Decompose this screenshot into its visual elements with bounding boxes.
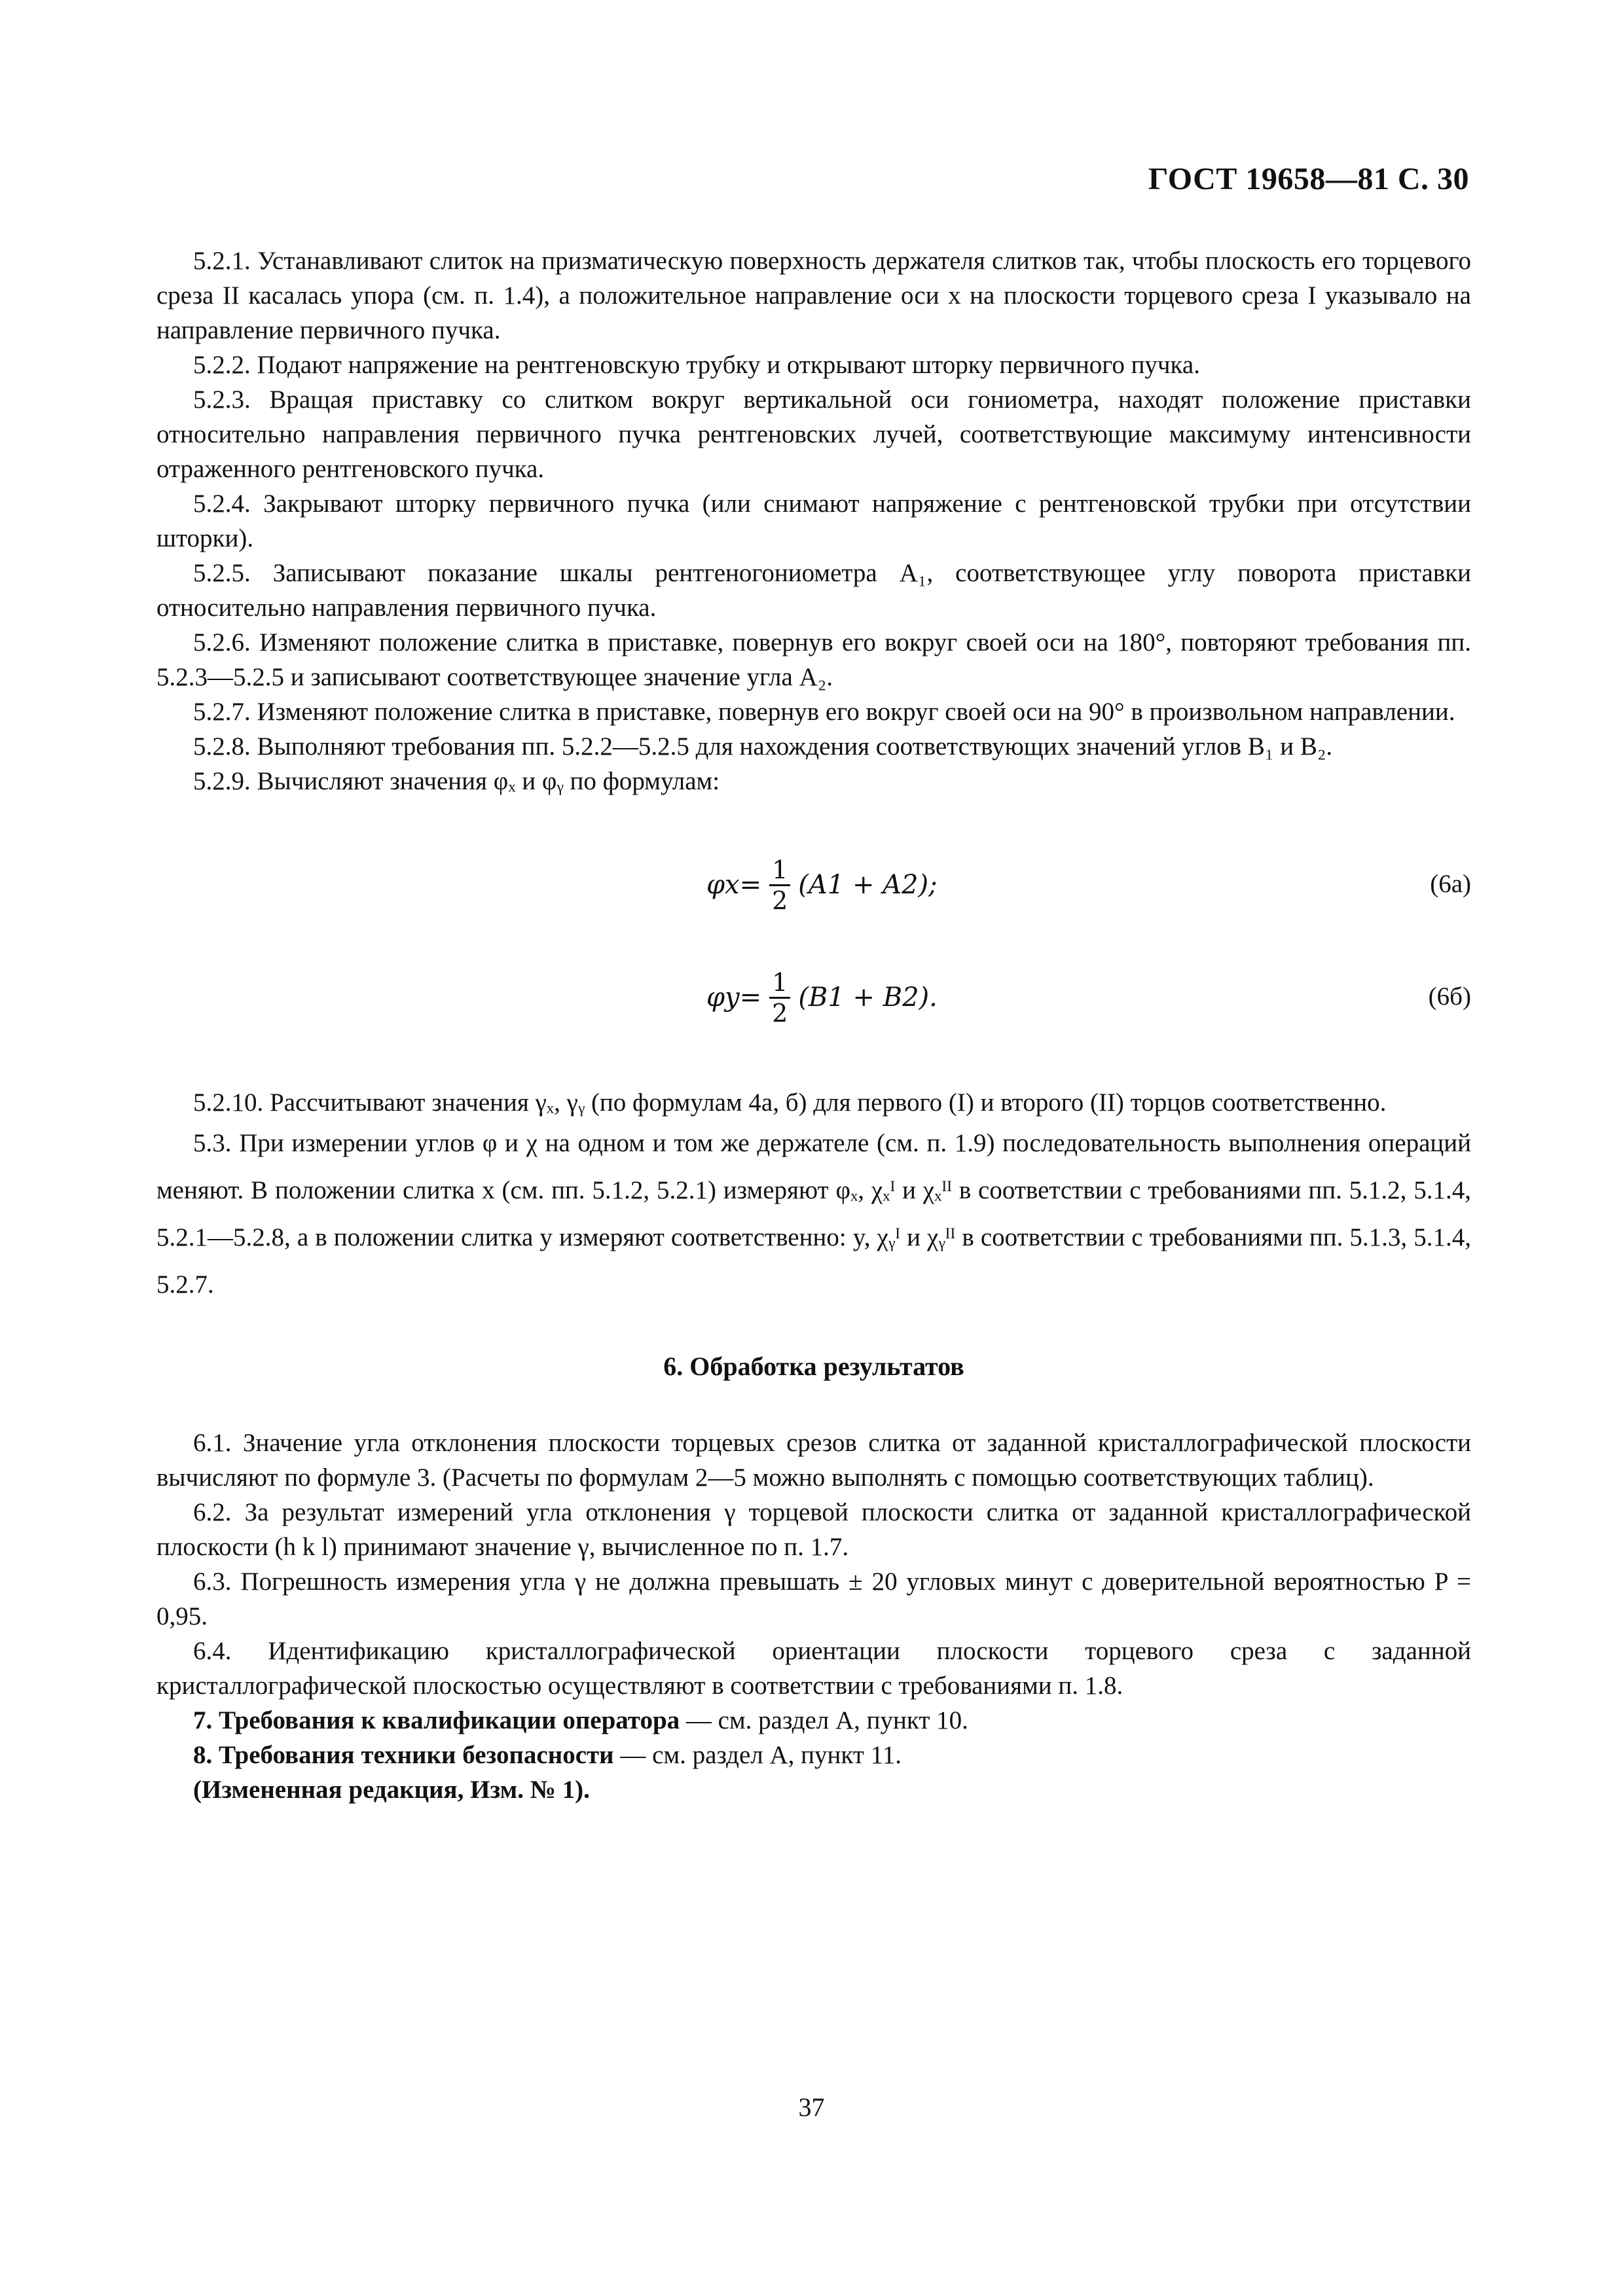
paragraph-7 bbox=[156, 1703, 1471, 1738]
formula-6a bbox=[156, 848, 1471, 922]
item-8-text: — см. раздел А, пункт 11. bbox=[613, 1741, 902, 1769]
paragraph-5-2-4: 5.2.4. Закрывают шторку первичного пучка (или снимают напряжение с рентгеновской трубки при отсутствии шторки). bbox=[156, 490, 1471, 552]
paragraph-5-2-6: 5.2.6. Изменяют положение слитка в приставке, повернув его вокруг своей оси на 180°, повторяют требования пп. 5.2.3—5.2.5 и записывают соответствующее значение угла A₂. bbox=[156, 628, 1471, 691]
formula-number: (6б) bbox=[1428, 982, 1471, 1011]
formula-fraction bbox=[769, 855, 790, 915]
paragraph-5-2-8: 5.2.8. Выполняют требования пп. 5.2.2—5.2.5 для нахождения соответствующих значений углов B₁ и B₂. bbox=[193, 732, 1333, 761]
formula-lhs: φx bbox=[706, 869, 740, 900]
paragraph-6-1: 6.1. Значение угла отклонения плоскости торцевых срезов слитка от заданной кристаллографической плоскости вычисляют по формуле 3. (Расчеты по формулам 2—5 можно выполнять с помощью соответствующих таблиц). bbox=[156, 1429, 1471, 1492]
paragraph-8 bbox=[156, 1738, 1471, 1772]
formula-rhs: (A1 + A2); bbox=[798, 869, 938, 900]
paragraph-6-4: 6.4. Идентификацию кристаллографической ориентации плоскости торцевого среза с заданной кристаллографической плоскостью осуществляют в соответствии с требованиями п. 1.8. bbox=[156, 1637, 1471, 1700]
fraction-denominator: 2 bbox=[769, 884, 790, 915]
page-header: ГОСТ 19658—81 С. 30 bbox=[1148, 162, 1469, 196]
page-number: 37 bbox=[798, 2092, 825, 2122]
section-title: 6. Обработка результатов bbox=[663, 1352, 964, 1381]
formula-rhs: (B1 + B2). bbox=[798, 982, 938, 1013]
formula-fraction bbox=[769, 968, 790, 1028]
paragraph-5-2-10: 5.2.10. Рассчитывают значения γₓ, γᵧ (по формулам 4а, б) для первого (I) и второго (II) торцов соответственно. bbox=[193, 1088, 1387, 1117]
paragraph-5-2-1: 5.2.1. Устанавливают слиток на призматическую поверхность держателя слитков так, чтобы плоскость его торцевого среза II касалась упора (см. п. 1.4), а положительное направление оси x на плоскости торцевого среза I указывало на направление первичного пучка. bbox=[156, 247, 1471, 344]
paragraph-6-3: 6.3. Погрешность измерения угла γ не должна превышать ± 20 угловых минут с доверительной вероятностью P = 0,95. bbox=[156, 1568, 1471, 1630]
formula-expression bbox=[706, 961, 938, 1034]
document-body bbox=[156, 243, 1471, 1807]
formula-6b bbox=[156, 961, 1471, 1034]
formula-number: (6а) bbox=[1430, 870, 1471, 898]
fraction-denominator: 2 bbox=[769, 997, 790, 1028]
paragraph-6-2: 6.2. За результат измерений угла отклонения γ торцевой плоскости слитка от заданной кристаллографической плоскости (h k l) принимают значение γ, вычисленное по п. 1.7. bbox=[156, 1498, 1471, 1561]
paragraph-5-2-5: 5.2.5. Записывают показание шкалы рентгеногониометра A₁, соответствующее углу поворота приставки относительно направления первичного пучка. bbox=[156, 559, 1471, 622]
item-7-heading: 7. Требования к квалификации оператора bbox=[193, 1706, 680, 1734]
item-7-text: — см. раздел А, пункт 10. bbox=[680, 1706, 968, 1734]
paragraph-5-2-3: 5.2.3. Вращая приставку со слитком вокруг вертикальной оси гониометра, находят положение приставки относительно направления первичного пучка рентгеновских лучей, соответствующие максимуму интенсивности отраженного рентгеновского пучка. bbox=[156, 386, 1471, 483]
fraction-numerator: 1 bbox=[772, 855, 788, 884]
formula-lhs: φy bbox=[706, 982, 740, 1013]
formula-equals: = bbox=[739, 869, 762, 900]
item-8-heading: 8. Требования техники безопасности bbox=[193, 1741, 614, 1769]
paragraph-5-2-9: 5.2.9. Вычисляют значения φₓ и φᵧ по формулам: bbox=[193, 767, 720, 795]
formula-equals: = bbox=[739, 982, 762, 1013]
fraction-numerator: 1 bbox=[772, 967, 788, 997]
amendment-note: (Измененная редакция, Изм. № 1). bbox=[193, 1776, 590, 1804]
paragraph-5-2-7: 5.2.7. Изменяют положение слитка в приставке, повернув его вокруг своей оси на 90° в произвольном направлении. bbox=[193, 698, 1455, 726]
formula-expression bbox=[706, 848, 938, 922]
paragraph-5-3: 5.3. При измерении углов φ и χ на одном и том же держателе (см. п. 1.9) последовательность выполнения операций меняют. В положении слитка x (см. пп. 5.1.2, 5.2.1) измеряют φₓ, χₓᴵ и χₓᴵᴵ в соответствии с требованиями пп. 5.1.2, 5.1.4, 5.2.1—5.2.8, а в положении слитка y измеряют соответственно: y, χᵧᴵ и χᵧᴵᴵ в соответствии с требованиями пп. 5.1.3, 5.1.4, 5.2.7. bbox=[156, 1129, 1471, 1299]
paragraph-5-2-2: 5.2.2. Подают напряжение на рентгеновскую трубку и открывают шторку первичного пучка. bbox=[193, 351, 1200, 379]
